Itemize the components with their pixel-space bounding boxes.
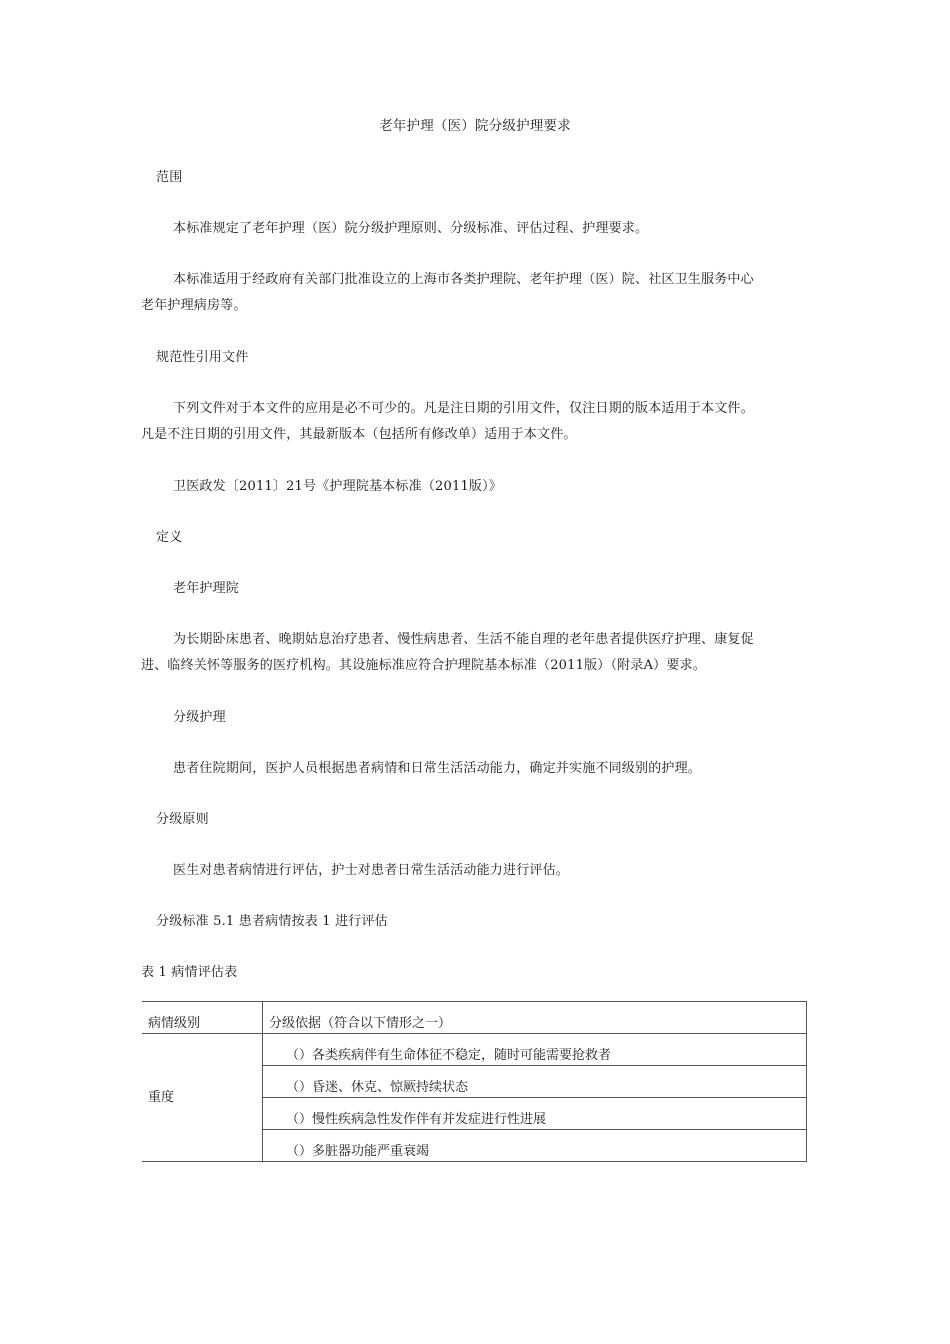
table-row: [142, 1034, 807, 1066]
section-heading-references: 规范性引用文件: [156, 350, 249, 365]
section-heading-scope: 范围: [156, 170, 183, 185]
condition-assessment-table: [142, 1001, 807, 1162]
subheading-graded-nursing: 分级护理: [173, 710, 226, 725]
paragraph-scope-1: 本标准规定了老年护理（医）院分级护理原则、分级标准、评估过程、护理要求。: [173, 221, 649, 236]
paragraph-scope-2-line-1: 本标准适用于经政府有关部门批准设立的上海市各类护理院、老年护理（医）院、社区卫生服务中心: [173, 272, 754, 287]
paragraph-references-1-line-2: 凡是不注日期的引用文件，其最新版本（包括所有修改单）适用于本文件。: [141, 427, 577, 442]
criterion-cell: （）慢性疾病急性发作伴有并发症进行性进展: [263, 1098, 807, 1130]
table-caption: 表 1 病情评估表: [141, 965, 238, 980]
header-cell-basis: 分级依据（符合以下情形之一）: [263, 1002, 807, 1034]
subheading-nursing-home: 老年护理院: [173, 581, 240, 596]
paragraph-definition-1-line-2: 进、临终关怀等服务的医疗机构。其设施标准应符合护理院基本标准（2011版）（附录A）要求。: [141, 658, 706, 673]
paragraph-references-1-line-1: 下列文件对于本文件的应用是必不可少的。凡是注日期的引用文件，仅注日期的版本适用于本文件。: [173, 401, 754, 416]
paragraph-definition-2: 患者住院期间，医护人员根据患者病情和日常生活活动能力，确定并实施不同级别的护理。: [173, 761, 702, 776]
paragraph-scope-2-line-2: 老年护理病房等。: [141, 298, 247, 313]
paragraph-definition-1-line-1: 为长期卧床患者、晚期姑息治疗患者、慢性病患者、生活不能自理的老年患者提供医疗护理、康复促: [173, 632, 754, 647]
criterion-cell: （）多脏器功能严重衰竭: [263, 1130, 807, 1162]
header-cell-level: 病情级别: [142, 1002, 263, 1034]
table-header-row: [142, 1002, 807, 1034]
section-heading-principles: 分级原则: [156, 812, 209, 827]
criterion-cell: （）各类疾病伴有生命体征不稳定，随时可能需要抢救者: [263, 1034, 807, 1066]
section-heading-definitions: 定义: [156, 530, 183, 545]
criterion-cell: （）昏迷、休克、惊厥持续状态: [263, 1066, 807, 1098]
paragraph-principles: 医生对患者病情进行评估，护士对患者日常生活活动能力进行评估。: [173, 863, 570, 878]
section-heading-standards: 分级标准 5.1 患者病情按表 1 进行评估: [156, 914, 388, 929]
group-label-severe: 重度: [142, 1034, 263, 1162]
document-title: 老年护理（医）院分级护理要求: [379, 118, 571, 134]
paragraph-references-2: 卫医政发〔2011〕21号《护理院基本标准（2011版）》: [173, 479, 503, 494]
